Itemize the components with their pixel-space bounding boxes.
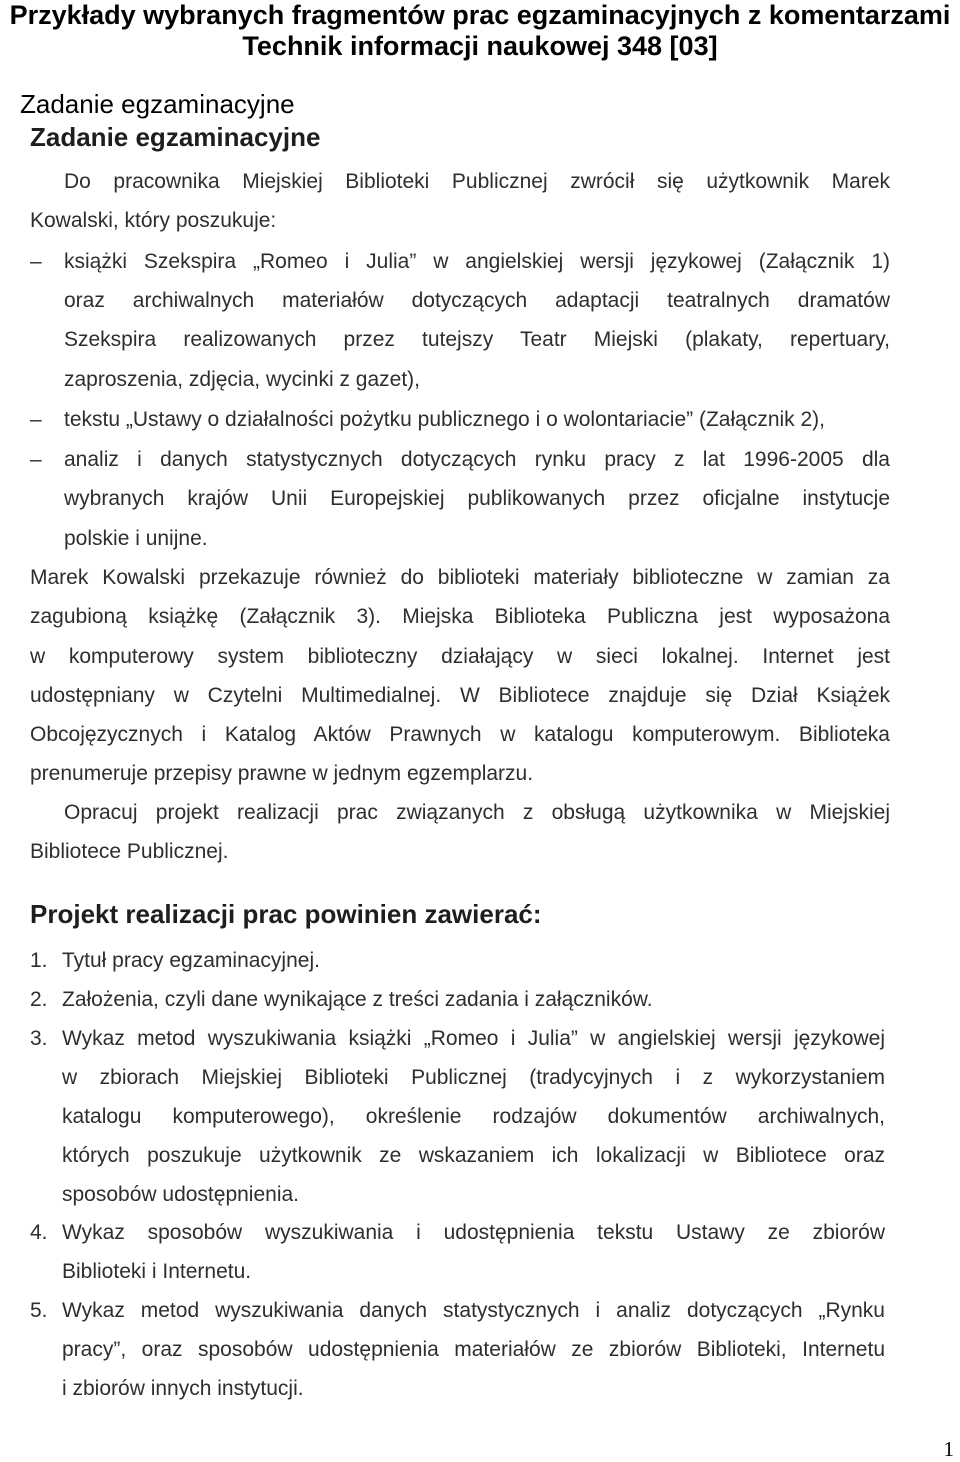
project-item-line: których poszukuje użytkownik ze wskazaniem ich lokalizacji w Bibliotece oraz bbox=[62, 1144, 885, 1167]
section-title: Zadanie egzaminacyjne bbox=[20, 89, 295, 119]
project-item-line: sposobów udostępnienia. bbox=[62, 1183, 300, 1206]
bullet-line: tekstu „Ustawy o działalności pożytku publicznego i o wolontariacie” (Załącznik 2), bbox=[64, 408, 826, 431]
project-item-line: w zbiorach Miejskiej Biblioteki Publicznej (tradycyjnych i z wykorzystaniem bbox=[62, 1066, 885, 1089]
project-item-number: 1. bbox=[30, 949, 48, 972]
bullet-line: analiz i danych statystycznych dotyczących rynku pracy z lat 1996-2005 dla bbox=[64, 448, 890, 471]
paragraph-line: Marek Kowalski przekazuje również do biblioteki materiały biblioteczne w zamian za bbox=[30, 566, 890, 589]
paragraph-line: prenumeruje przepisy prawne w jednym egzemplarzu. bbox=[30, 762, 534, 785]
bullet-dash: – bbox=[30, 448, 42, 471]
bullet-line: Szekspira realizowanych przez tutejszy Teatr Miejski (plakaty, repertuary, bbox=[64, 328, 890, 351]
project-item-number: 4. bbox=[30, 1221, 48, 1244]
project-item-line: Tytuł pracy egzaminacyjnej. bbox=[62, 949, 320, 972]
project-item-line: katalogu komputerowego), określenie rodzajów dokumentów archiwalnych, bbox=[62, 1105, 885, 1128]
page-number: 1 bbox=[943, 1437, 954, 1461]
bullet-line: oraz archiwalnych materiałów dotyczących adaptacji teatralnych dramatów bbox=[64, 289, 890, 312]
bullet-line: polskie i unijne. bbox=[64, 527, 208, 550]
document-header-line-2: Technik informacji naukowej 348 [03] bbox=[242, 31, 718, 61]
bullet-line: książki Szekspira „Romeo i Julia” w angielskiej wersji językowej (Załącznik 1) bbox=[64, 250, 890, 273]
bullet-line: wybranych krajów Unii Europejskiej publikowanych przez oficjalne instytucje bbox=[64, 487, 890, 510]
scanned-task-image bbox=[0, 118, 960, 1418]
project-item-line: pracy”, oraz sposobów udostępnienia materiałów ze zbiorów Biblioteki, Internetu bbox=[62, 1338, 885, 1361]
bullet-dash: – bbox=[30, 250, 42, 273]
project-item-line: Wykaz sposobów wyszukiwania i udostępnienia tekstu Ustawy ze zbiorów bbox=[62, 1221, 885, 1244]
project-heading: Projekt realizacji prac powinien zawierać: bbox=[30, 899, 542, 929]
document-header-line-1: Przykłady wybranych fragmentów prac egzaminacyjnych z komentarzami bbox=[9, 0, 951, 30]
paragraph-line: udostępniany w Czytelni Multimedialnej. W Bibliotece znajduje się Dział Książek bbox=[30, 684, 890, 707]
project-item-line: Wykaz metod wyszukiwania książki „Romeo i Julia” w angielskiej wersji językowej bbox=[62, 1027, 885, 1050]
project-item-number: 5. bbox=[30, 1299, 48, 1322]
bullet-dash: – bbox=[30, 408, 42, 431]
project-item-number: 3. bbox=[30, 1027, 48, 1050]
paragraph-line: Obcojęzycznych i Katalog Aktów Prawnych w katalogu komputerowym. Biblioteka bbox=[30, 723, 890, 746]
instruction-line: Opracuj projekt realizacji prac związanych z obsługą użytkownika w Miejskiej bbox=[64, 801, 890, 824]
bullet-line: zaproszenia, zdjęcia, wycinki z gazet), bbox=[64, 368, 420, 391]
paragraph-line: zagubioną książkę (Załącznik 3). Miejska Biblioteka Publiczna jest wyposażona bbox=[30, 605, 890, 628]
project-item-line: Wykaz metod wyszukiwania danych statystycznych i analiz dotyczących „Rynku bbox=[62, 1299, 885, 1322]
paragraph-line: w komputerowy system biblioteczny działający w sieci lokalnej. Internet jest bbox=[30, 645, 890, 668]
instruction-line: Bibliotece Publicznej. bbox=[30, 840, 229, 863]
scan-title: Zadanie egzaminacyjne bbox=[30, 122, 321, 152]
project-item-line: Biblioteki i Internetu. bbox=[62, 1260, 252, 1283]
project-item-line: Założenia, czyli dane wynikające z treści zadania i załączników. bbox=[62, 988, 653, 1011]
project-item-number: 2. bbox=[30, 988, 48, 1011]
intro-line: Kowalski, który poszukuje: bbox=[30, 209, 277, 232]
project-item-line: i zbiorów innych instytucji. bbox=[62, 1377, 304, 1400]
intro-line: Do pracownika Miejskiej Biblioteki Publicznej zwrócił się użytkownik Marek bbox=[64, 170, 890, 193]
